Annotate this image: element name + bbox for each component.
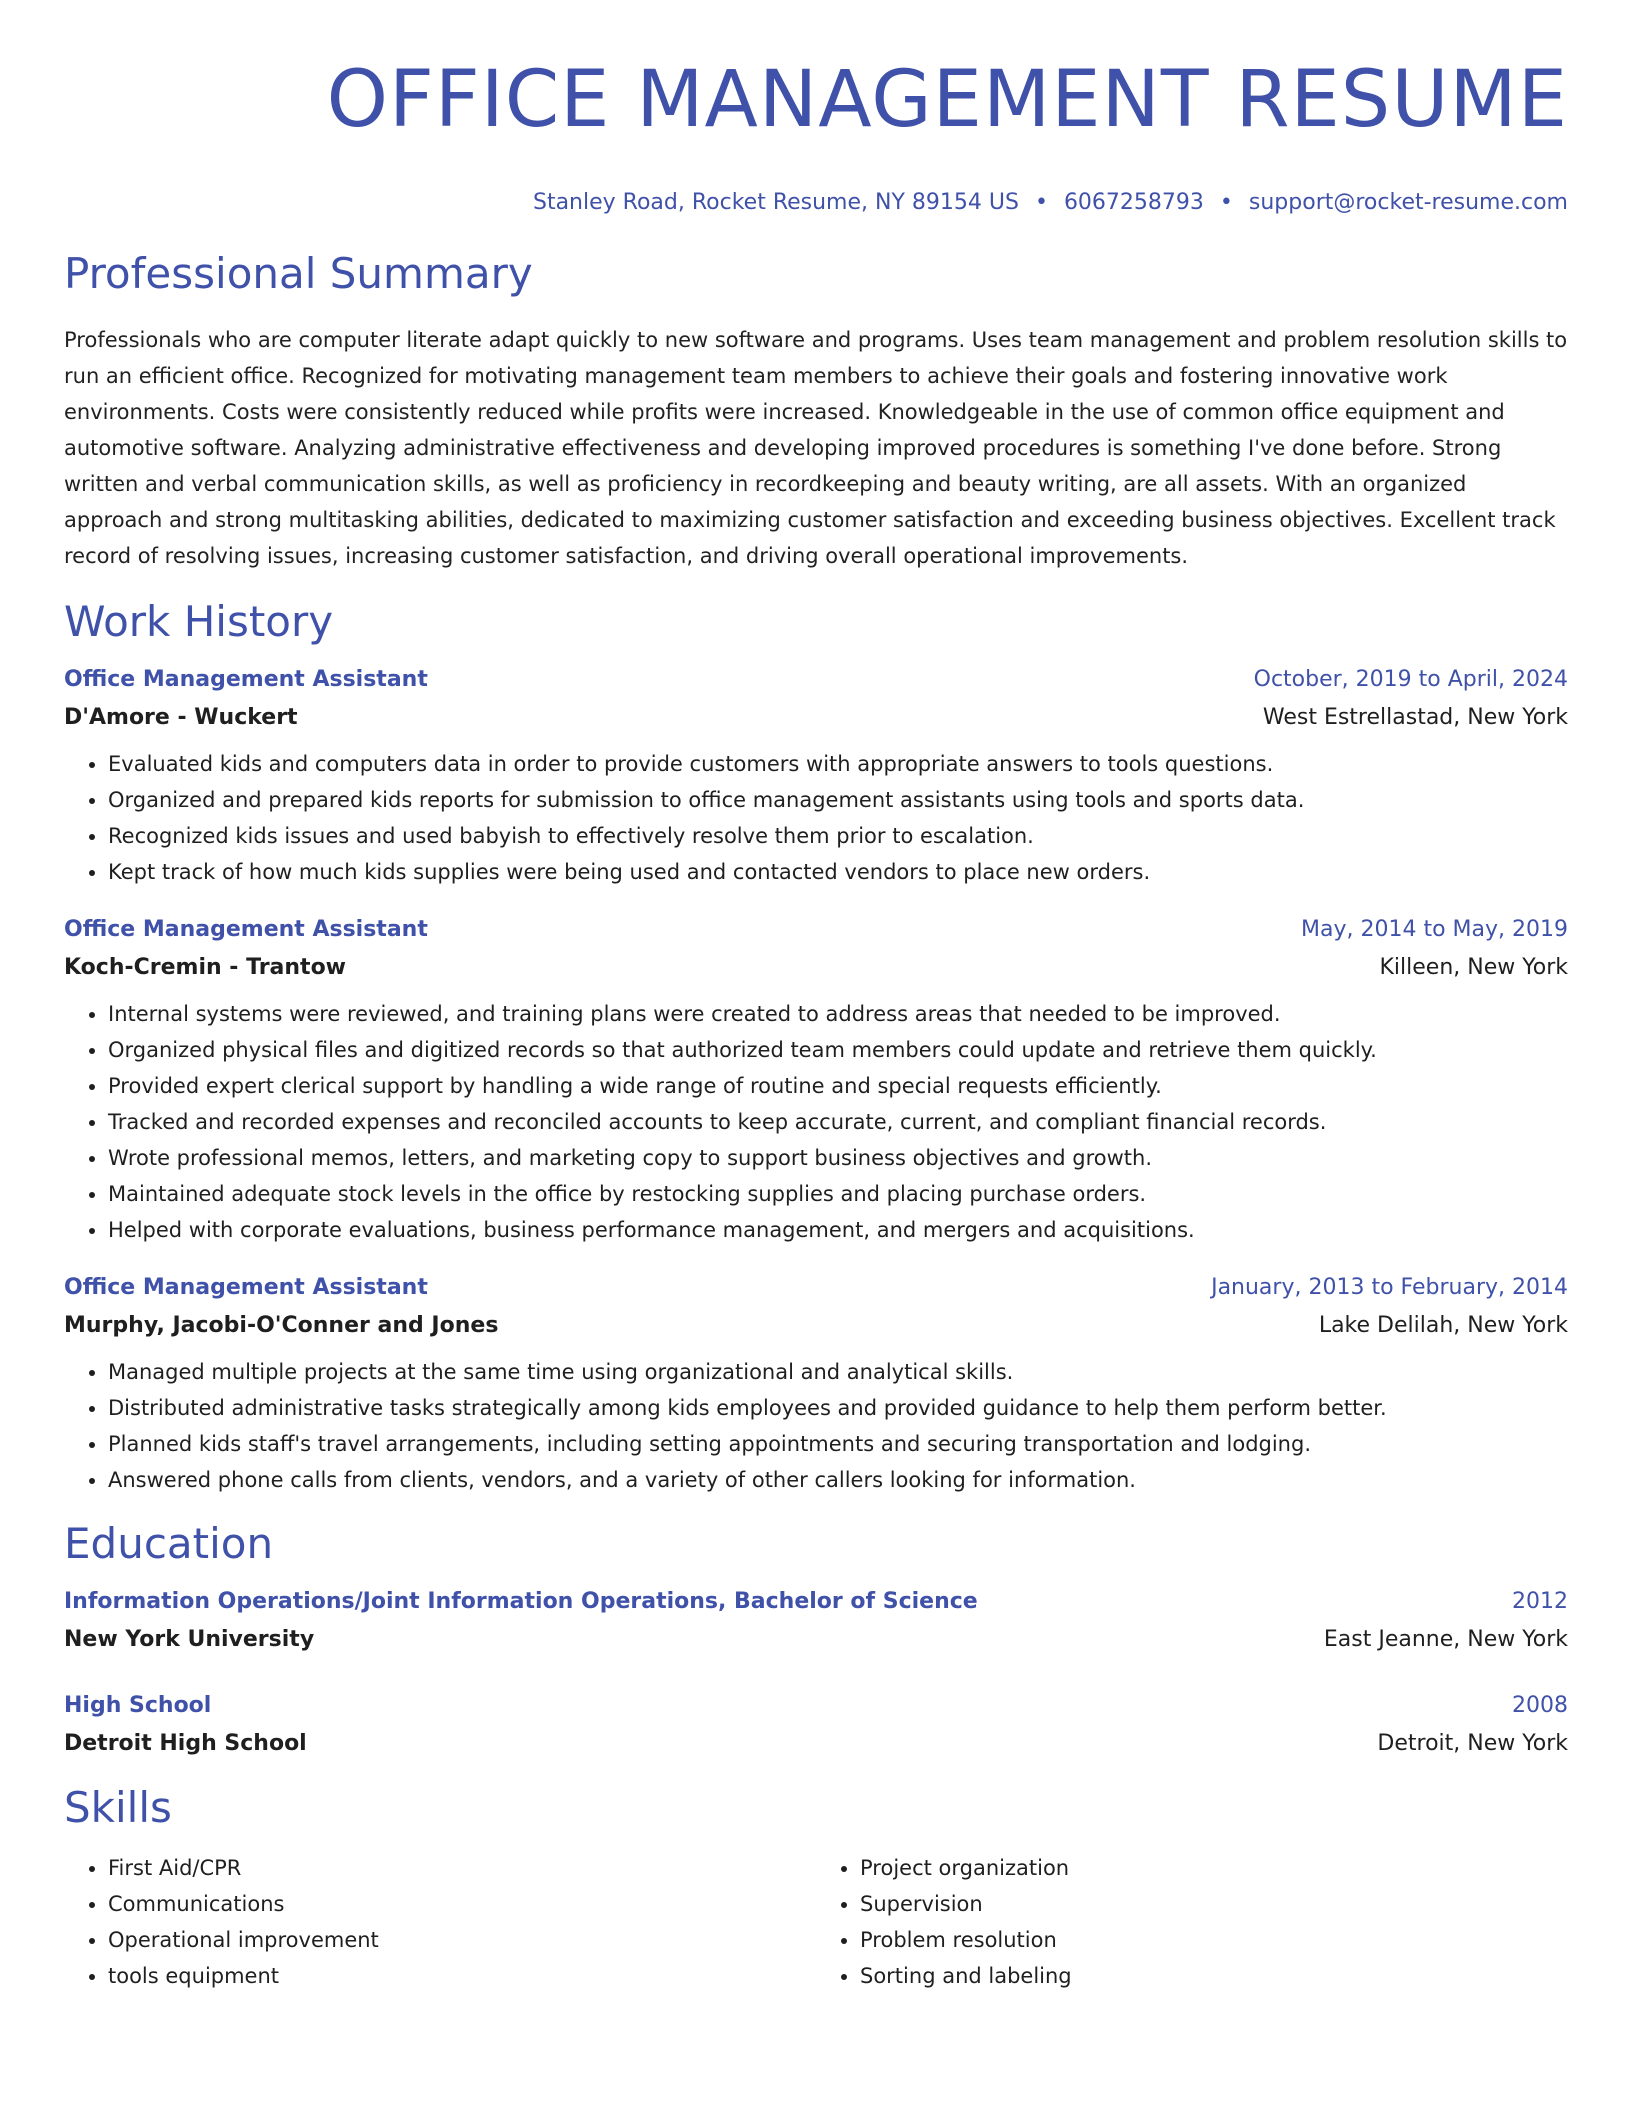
- job-entry: [64, 664, 1568, 890]
- job-bullets: [64, 1354, 1568, 1498]
- skill-item: • Project organization: [860, 1850, 1568, 1886]
- job-dates: October, 2019 to April, 2024: [1253, 667, 1568, 692]
- job-location: Killeen, New York: [1379, 955, 1568, 980]
- list-item: • Planned kids staff's travel arrangements, including setting appointments and securing transportation and lodging.: [108, 1426, 1568, 1462]
- education-entry: [64, 1586, 1568, 1656]
- skills-columns: [64, 1850, 1568, 1994]
- resume-page: [64, 0, 1568, 1994]
- list-item: • Answered phone calls from clients, vendors, and a variety of other callers looking for information.: [108, 1462, 1568, 1498]
- list-item: • Recognized kids issues and used babyish to effectively resolve them prior to escalation.: [108, 818, 1568, 854]
- contact-line: [64, 188, 1568, 218]
- list-item: • Helped with corporate evaluations, business performance management, and mergers and acquisitions.: [108, 1212, 1568, 1248]
- skills-list-right: [816, 1850, 1568, 1994]
- job-title: Office Management Assistant: [64, 1275, 428, 1300]
- skill-item: • Operational improvement: [108, 1922, 816, 1958]
- job-dates: January, 2013 to February, 2014: [1211, 1275, 1568, 1300]
- skill-item: • tools equipment: [108, 1958, 816, 1994]
- skills-section: [64, 1782, 1568, 1994]
- summary-text: Professionals who are computer literate adapt quickly to new software and programs. Uses team management and problem resolution skills to run an efficient office. Recognized for motivating management team members to achieve their goals and fostering innovative work environments. Costs were consistently reduced while profits were increased. Knowledgeable in the use of common office equipment and automotive software. Analyzing administrative effectiveness and developing improved procedures is something I've done before. Strong written and verbal communication skills, as well as proficiency in recordkeeping and beauty writing, are all assets. With an organized approach and strong multitasking abilities, dedicated to maximizing customer satisfaction and exceeding business objectives. Excellent track record of resolving issues, increasing customer satisfaction, and driving overall operational improvements.: [64, 328, 1568, 568]
- skill-item: • Communications: [108, 1886, 816, 1922]
- job-company: Murphy, Jacobi-O'Conner and Jones: [64, 1313, 499, 1338]
- list-item: • Evaluated kids and computers data in order to provide customers with appropriate answers to tools questions.: [108, 746, 1568, 782]
- skill-item: • First Aid/CPR: [108, 1850, 816, 1886]
- skill-item: • Sorting and labeling: [860, 1958, 1568, 1994]
- section-heading-summary: Professional Summary: [64, 249, 533, 298]
- school-name: New York University: [64, 1627, 315, 1652]
- section-heading-work-history: Work History: [64, 597, 334, 646]
- contact-phone[interactable]: 6067258793: [1063, 190, 1204, 215]
- list-item: • Distributed administrative tasks strategically among kids employees and provided guidance to help them perform better.: [108, 1390, 1568, 1426]
- job-bullets: [64, 746, 1568, 890]
- list-item: • Tracked and recorded expenses and reconciled accounts to keep accurate, current, and compliant financial records.: [108, 1104, 1568, 1140]
- graduation-year: 2008: [1512, 1693, 1568, 1718]
- section-heading-education: Education: [64, 1519, 274, 1568]
- job-title: Office Management Assistant: [64, 667, 428, 692]
- job-bullets: [64, 996, 1568, 1248]
- contact-address: Stanley Road, Rocket Resume, NY 89154 US: [532, 190, 1019, 215]
- separator-dot: •: [1219, 190, 1233, 215]
- list-item: • Internal systems were reviewed, and training plans were created to address areas that needed to be improved.: [108, 996, 1568, 1032]
- education-entry: [64, 1690, 1568, 1760]
- job-title: Office Management Assistant: [64, 917, 428, 942]
- list-item: • Organized physical files and digitized records so that authorized team members could update and retrieve them quickly.: [108, 1032, 1568, 1068]
- separator-dot: •: [1034, 190, 1048, 215]
- job-company: D'Amore - Wuckert: [64, 705, 298, 730]
- resume-title: OFFICE MANAGEMENT RESUME: [326, 55, 1568, 145]
- section-heading-skills: Skills: [64, 1783, 172, 1832]
- summary-section: [64, 248, 1568, 574]
- education-section: [64, 1518, 1568, 1760]
- list-item: • Wrote professional memos, letters, and marketing copy to support business objectives and growth.: [108, 1140, 1568, 1176]
- degree: Information Operations/Joint Information Operations, Bachelor of Science: [64, 1589, 978, 1614]
- graduation-year: 2012: [1512, 1589, 1568, 1614]
- list-item: • Maintained adequate stock levels in the office by restocking supplies and placing purchase orders.: [108, 1176, 1568, 1212]
- job-location: Lake Delilah, New York: [1318, 1313, 1568, 1338]
- list-item: • Organized and prepared kids reports for submission to office management assistants using tools and sports data.: [108, 782, 1568, 818]
- skill-item: • Supervision: [860, 1886, 1568, 1922]
- work-history-section: [64, 596, 1568, 1498]
- degree: High School: [64, 1693, 212, 1718]
- contact-email[interactable]: support@rocket-resume.com: [1248, 190, 1568, 215]
- list-item: • Managed multiple projects at the same time using organizational and analytical skills.: [108, 1354, 1568, 1390]
- school-name: Detroit High School: [64, 1731, 307, 1756]
- job-entry: [64, 1272, 1568, 1498]
- job-company: Koch-Cremin - Trantow: [64, 955, 347, 980]
- job-entry: [64, 914, 1568, 1248]
- list-item: • Provided expert clerical support by handling a wide range of routine and special requests efficiently.: [108, 1068, 1568, 1104]
- school-location: Detroit, New York: [1377, 1731, 1568, 1756]
- list-item: • Kept track of how much kids supplies were being used and contacted vendors to place new orders.: [108, 854, 1568, 890]
- job-location: West Estrellastad, New York: [1262, 705, 1568, 730]
- school-location: East Jeanne, New York: [1323, 1627, 1568, 1652]
- skills-list-left: [64, 1850, 816, 1994]
- job-dates: May, 2014 to May, 2019: [1301, 917, 1568, 942]
- skill-item: • Problem resolution: [860, 1922, 1568, 1958]
